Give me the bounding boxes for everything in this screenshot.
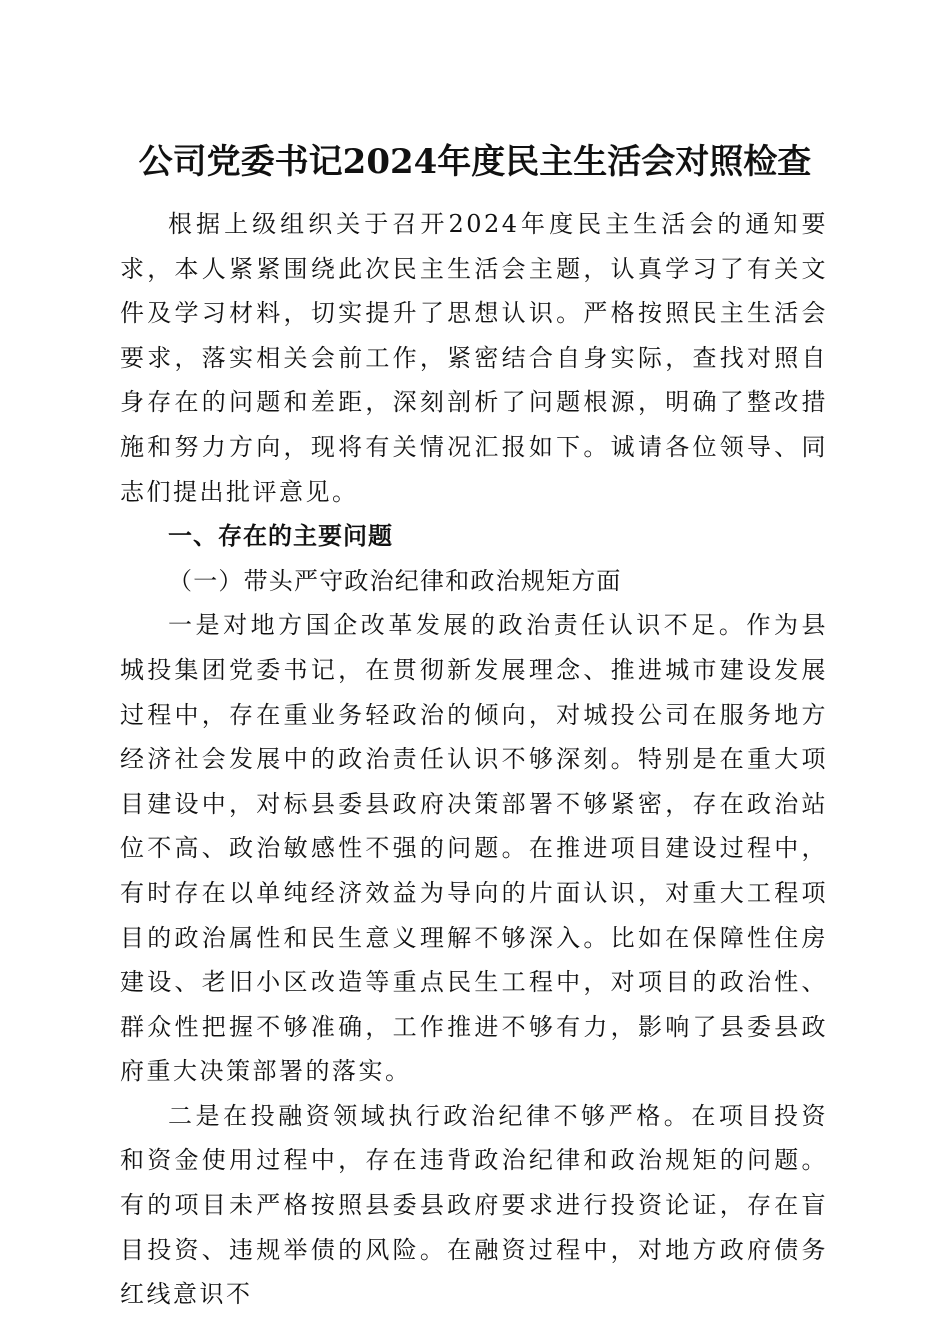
paragraph-political-responsibility: 一是对地方国企改革发展的政治责任认识不足。作为县城投集团党委书记，在贯彻新发展理念、推进城市建设发展过程中，存在重业务轻政治的倾向，对城投公司在服务地方经济社会发展中的政治责任认识不够深刻。特别是在重大项目建设中，对标县委县政府决策部署不够紧密，存在政治站位不高、政治敏感性不强的问题。在推进项目建设过程中，有时存在以单纯经济效益为导向的片面认识，对重大工程项目的政治属性和民生意义理解不够深入。比如在保障性住房建设、老旧小区改造等重点民生工程中，对项目的政治性、群众性把握不够准确，工作推进不够有力，影响了县委县政府重大决策部署的落实。 bbox=[120, 611, 828, 1086]
document-title: 公司党委书记2024年度民主生活会对照检查 bbox=[138, 142, 812, 182]
section-heading-main-problems: 一、存在的主要问题 bbox=[168, 522, 393, 551]
subsection-heading-political-discipline: （一）带头严守政治纪律和政治规矩方面 bbox=[168, 566, 622, 595]
intro-paragraph: 根据上级组织关于召开2024年度民主生活会的通知要求，本人紧紧围绕此次民主生活会主题，认真学习了有关文件及学习材料，切实提升了思想认识。严格按照民主生活会要求，落实相关会前工作，紧密结合自身实际，查找对照自身存在的问题和差距，深刻剖析了问题根源，明确了整改措施和努力方向，现将有关情况汇报如下。诚请各位领导、同志们提出批评意见。 bbox=[120, 210, 828, 506]
document-body bbox=[120, 202, 828, 1317]
paragraph-investment-financing-discipline: 二是在投融资领域执行政治纪律不够严格。在项目投资和资金使用过程中，存在违背政治纪律和政治规矩的问题。有的项目未严格按照县委县政府要求进行投资论证，存在盲目投资、违规举债的风险。在融资过程中，对地方政府债务红线意识不 bbox=[120, 1101, 828, 1309]
